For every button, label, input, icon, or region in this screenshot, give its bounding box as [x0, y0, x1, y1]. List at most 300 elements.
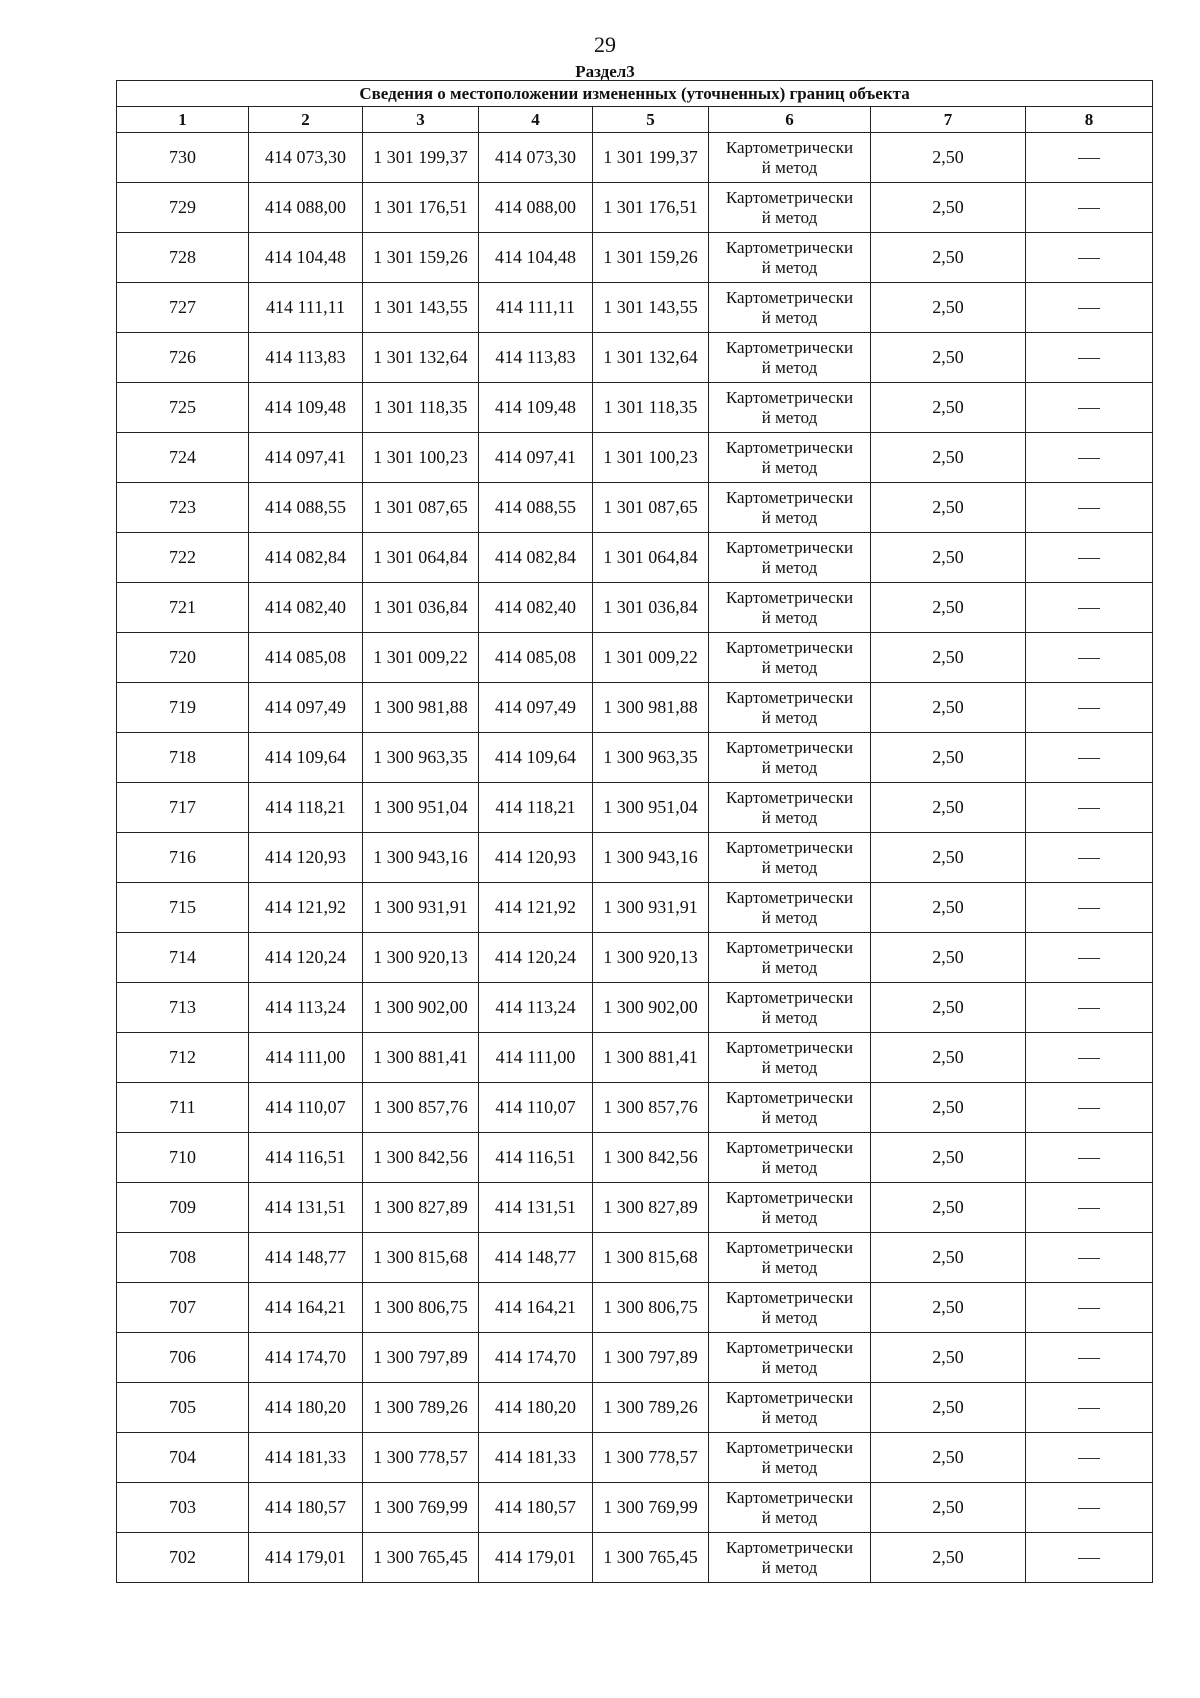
dash-mark: [1078, 858, 1100, 859]
method-line-1: Картометрически: [725, 387, 854, 407]
method-line-1: Картометрически: [725, 1437, 854, 1457]
y-new-cell: 1 300 797,89: [593, 1333, 709, 1383]
precision-cell: 2,50: [871, 1483, 1026, 1533]
point-number-cell: 711: [117, 1083, 249, 1133]
dash-mark: [1078, 358, 1100, 359]
table-row: [117, 933, 1153, 983]
dash-mark: [1078, 908, 1100, 909]
dash-mark: [1078, 958, 1100, 959]
dash-mark: [1078, 1258, 1100, 1259]
y-old-cell: 1 300 778,57: [363, 1433, 479, 1483]
method-line-1: Картометрически: [725, 887, 854, 907]
precision-cell: 2,50: [871, 783, 1026, 833]
method-line-2: й метод: [761, 657, 818, 677]
y-new-cell: 1 300 857,76: [593, 1083, 709, 1133]
dash-mark: [1078, 158, 1100, 159]
table-row: [117, 1483, 1153, 1533]
method-line-1: Картометрически: [725, 987, 854, 1007]
method-cell: [709, 633, 871, 683]
method-cell: [709, 333, 871, 383]
method-cell: [709, 1383, 871, 1433]
dash-mark: [1078, 1058, 1100, 1059]
y-new-cell: 1 300 963,35: [593, 733, 709, 783]
y-new-cell: 1 300 920,13: [593, 933, 709, 983]
empty-value-cell: [1026, 383, 1153, 433]
x-old-cell: 414 088,55: [249, 483, 363, 533]
table-row: [117, 833, 1153, 883]
y-old-cell: 1 300 881,41: [363, 1033, 479, 1083]
precision-cell: 2,50: [871, 1133, 1026, 1183]
table-row: [117, 1383, 1153, 1433]
x-old-cell: 414 120,24: [249, 933, 363, 983]
x-old-cell: 414 164,21: [249, 1283, 363, 1333]
x-new-cell: 414 148,77: [479, 1233, 593, 1283]
dash-mark: [1078, 1358, 1100, 1359]
point-number-cell: 722: [117, 533, 249, 583]
x-new-cell: 414 109,64: [479, 733, 593, 783]
method-line-2: й метод: [761, 207, 818, 227]
column-number: 5: [593, 107, 709, 133]
method-line-2: й метод: [761, 507, 818, 527]
table-row: [117, 133, 1153, 183]
table-caption: Сведения о местоположении измененных (уточненных) границ объекта: [117, 81, 1153, 107]
point-number-cell: 708: [117, 1233, 249, 1283]
y-new-cell: 1 300 981,88: [593, 683, 709, 733]
empty-value-cell: [1026, 1133, 1153, 1183]
method-line-1: Картометрически: [725, 1137, 854, 1157]
point-number-cell: 718: [117, 733, 249, 783]
point-number-cell: 730: [117, 133, 249, 183]
y-old-cell: 1 301 176,51: [363, 183, 479, 233]
precision-cell: 2,50: [871, 1083, 1026, 1133]
method-cell: [709, 1233, 871, 1283]
x-old-cell: 414 180,20: [249, 1383, 363, 1433]
method-line-1: Картометрически: [725, 1187, 854, 1207]
method-cell: [709, 133, 871, 183]
precision-cell: 2,50: [871, 433, 1026, 483]
x-old-cell: 414 121,92: [249, 883, 363, 933]
precision-cell: 2,50: [871, 183, 1026, 233]
method-line-1: Картометрически: [725, 1537, 854, 1557]
y-old-cell: 1 300 920,13: [363, 933, 479, 983]
empty-value-cell: [1026, 183, 1153, 233]
method-line-2: й метод: [761, 607, 818, 627]
precision-cell: 2,50: [871, 233, 1026, 283]
method-cell: [709, 1533, 871, 1583]
y-old-cell: 1 300 765,45: [363, 1533, 479, 1583]
method-line-2: й метод: [761, 557, 818, 577]
dash-mark: [1078, 758, 1100, 759]
y-new-cell: 1 300 902,00: [593, 983, 709, 1033]
y-old-cell: 1 300 806,75: [363, 1283, 479, 1333]
x-old-cell: 414 116,51: [249, 1133, 363, 1183]
x-new-cell: 414 082,40: [479, 583, 593, 633]
method-cell: [709, 1083, 871, 1133]
x-new-cell: 414 085,08: [479, 633, 593, 683]
precision-cell: 2,50: [871, 133, 1026, 183]
table-row: [117, 983, 1153, 1033]
empty-value-cell: [1026, 1483, 1153, 1533]
x-new-cell: 414 180,20: [479, 1383, 593, 1433]
method-cell: [709, 1483, 871, 1533]
x-old-cell: 414 174,70: [249, 1333, 363, 1383]
method-line-1: Картометрически: [725, 1287, 854, 1307]
precision-cell: 2,50: [871, 333, 1026, 383]
y-new-cell: 1 300 769,99: [593, 1483, 709, 1533]
dash-mark: [1078, 308, 1100, 309]
y-new-cell: 1 301 087,65: [593, 483, 709, 533]
dash-mark: [1078, 258, 1100, 259]
method-cell: [709, 1133, 871, 1183]
y-new-cell: 1 300 806,75: [593, 1283, 709, 1333]
method-line-2: й метод: [761, 357, 818, 377]
y-new-cell: 1 301 199,37: [593, 133, 709, 183]
method-line-2: й метод: [761, 1107, 818, 1127]
empty-value-cell: [1026, 1033, 1153, 1083]
method-cell: [709, 1283, 871, 1333]
method-cell: [709, 983, 871, 1033]
method-line-2: й метод: [761, 1457, 818, 1477]
point-number-cell: 725: [117, 383, 249, 433]
point-number-cell: 707: [117, 1283, 249, 1333]
empty-value-cell: [1026, 833, 1153, 883]
y-new-cell: 1 301 036,84: [593, 583, 709, 633]
point-number-cell: 713: [117, 983, 249, 1033]
dash-mark: [1078, 558, 1100, 559]
method-line-1: Картометрически: [725, 437, 854, 457]
point-number-cell: 709: [117, 1183, 249, 1233]
precision-cell: 2,50: [871, 833, 1026, 883]
x-old-cell: 414 120,93: [249, 833, 363, 883]
precision-cell: 2,50: [871, 633, 1026, 683]
x-new-cell: 414 088,00: [479, 183, 593, 233]
precision-cell: 2,50: [871, 733, 1026, 783]
y-old-cell: 1 300 931,91: [363, 883, 479, 933]
x-old-cell: 414 110,07: [249, 1083, 363, 1133]
method-line-1: Картометрически: [725, 1037, 854, 1057]
method-cell: [709, 533, 871, 583]
x-old-cell: 414 181,33: [249, 1433, 363, 1483]
x-new-cell: 414 104,48: [479, 233, 593, 283]
precision-cell: 2,50: [871, 583, 1026, 633]
method-line-2: й метод: [761, 157, 818, 177]
column-number: 6: [709, 107, 871, 133]
table-row: [117, 1333, 1153, 1383]
y-old-cell: 1 301 064,84: [363, 533, 479, 583]
precision-cell: 2,50: [871, 683, 1026, 733]
method-cell: [709, 933, 871, 983]
table-row: [117, 383, 1153, 433]
dash-mark: [1078, 808, 1100, 809]
method-line-1: Картометрически: [725, 1237, 854, 1257]
method-cell: [709, 383, 871, 433]
y-new-cell: 1 301 132,64: [593, 333, 709, 383]
precision-cell: 2,50: [871, 1033, 1026, 1083]
method-cell: [709, 1333, 871, 1383]
method-line-2: й метод: [761, 457, 818, 477]
table-row: [117, 333, 1153, 383]
dash-mark: [1078, 658, 1100, 659]
method-cell: [709, 683, 871, 733]
method-cell: [709, 433, 871, 483]
y-old-cell: 1 300 769,99: [363, 1483, 479, 1533]
column-number-row: [117, 107, 1153, 133]
method-line-1: Картометрически: [725, 1387, 854, 1407]
method-line-1: Картометрически: [725, 337, 854, 357]
point-number-cell: 704: [117, 1433, 249, 1483]
point-number-cell: 706: [117, 1333, 249, 1383]
x-new-cell: 414 097,41: [479, 433, 593, 483]
method-cell: [709, 1033, 871, 1083]
precision-cell: 2,50: [871, 1283, 1026, 1333]
x-new-cell: 414 181,33: [479, 1433, 593, 1483]
method-line-2: й метод: [761, 957, 818, 977]
x-new-cell: 414 113,24: [479, 983, 593, 1033]
section-title: Раздел3: [575, 62, 635, 81]
column-number: 8: [1026, 107, 1153, 133]
dash-mark: [1078, 1308, 1100, 1309]
table-row: [117, 883, 1153, 933]
x-old-cell: 414 097,49: [249, 683, 363, 733]
method-cell: [709, 833, 871, 883]
x-new-cell: 414 164,21: [479, 1283, 593, 1333]
method-cell: [709, 733, 871, 783]
empty-value-cell: [1026, 1433, 1153, 1483]
precision-cell: 2,50: [871, 983, 1026, 1033]
table-row: [117, 283, 1153, 333]
empty-value-cell: [1026, 1083, 1153, 1133]
point-number-cell: 719: [117, 683, 249, 733]
dash-mark: [1078, 1008, 1100, 1009]
point-number-cell: 720: [117, 633, 249, 683]
precision-cell: 2,50: [871, 1233, 1026, 1283]
empty-value-cell: [1026, 583, 1153, 633]
method-line-2: й метод: [761, 857, 818, 877]
point-number-cell: 721: [117, 583, 249, 633]
y-new-cell: 1 301 159,26: [593, 233, 709, 283]
x-new-cell: 414 121,92: [479, 883, 593, 933]
dash-mark: [1078, 1408, 1100, 1409]
method-line-1: Картометрически: [725, 637, 854, 657]
dash-mark: [1078, 708, 1100, 709]
y-new-cell: 1 301 118,35: [593, 383, 709, 433]
method-line-1: Картометрически: [725, 1087, 854, 1107]
column-number: 1: [117, 107, 249, 133]
method-line-1: Картометрически: [725, 1487, 854, 1507]
empty-value-cell: [1026, 683, 1153, 733]
empty-value-cell: [1026, 1333, 1153, 1383]
y-new-cell: 1 301 064,84: [593, 533, 709, 583]
precision-cell: 2,50: [871, 383, 1026, 433]
point-number-cell: 712: [117, 1033, 249, 1083]
point-number-cell: 715: [117, 883, 249, 933]
method-cell: [709, 583, 871, 633]
method-line-1: Картометрически: [725, 587, 854, 607]
y-new-cell: 1 300 789,26: [593, 1383, 709, 1433]
method-line-2: й метод: [761, 407, 818, 427]
x-new-cell: 414 120,24: [479, 933, 593, 983]
y-new-cell: 1 300 827,89: [593, 1183, 709, 1233]
empty-value-cell: [1026, 483, 1153, 533]
y-old-cell: 1 301 036,84: [363, 583, 479, 633]
column-number: 7: [871, 107, 1026, 133]
method-line-1: Картометрически: [725, 837, 854, 857]
table-row: [117, 1433, 1153, 1483]
y-old-cell: 1 300 951,04: [363, 783, 479, 833]
x-new-cell: 414 174,70: [479, 1333, 593, 1383]
x-old-cell: 414 148,77: [249, 1233, 363, 1283]
empty-value-cell: [1026, 1283, 1153, 1333]
point-number-cell: 729: [117, 183, 249, 233]
empty-value-cell: [1026, 233, 1153, 283]
table-row: [117, 633, 1153, 683]
table-row: [117, 183, 1153, 233]
column-number: 2: [249, 107, 363, 133]
point-number-cell: 702: [117, 1533, 249, 1583]
coordinates-table: [116, 80, 1153, 1583]
table-row: [117, 533, 1153, 583]
method-cell: [709, 283, 871, 333]
y-old-cell: 1 301 199,37: [363, 133, 479, 183]
dash-mark: [1078, 1458, 1100, 1459]
table-row: [117, 583, 1153, 633]
y-new-cell: 1 300 778,57: [593, 1433, 709, 1483]
y-new-cell: 1 300 881,41: [593, 1033, 709, 1083]
empty-value-cell: [1026, 883, 1153, 933]
point-number-cell: 726: [117, 333, 249, 383]
method-cell: [709, 183, 871, 233]
method-line-1: Картометрически: [725, 937, 854, 957]
x-old-cell: 414 073,30: [249, 133, 363, 183]
method-line-2: й метод: [761, 1507, 818, 1527]
x-new-cell: 414 110,07: [479, 1083, 593, 1133]
method-line-1: Картометрически: [725, 537, 854, 557]
y-new-cell: 1 300 943,16: [593, 833, 709, 883]
x-old-cell: 414 085,08: [249, 633, 363, 683]
table-row: [117, 1033, 1153, 1083]
point-number-cell: 705: [117, 1383, 249, 1433]
y-old-cell: 1 301 009,22: [363, 633, 479, 683]
precision-cell: 2,50: [871, 883, 1026, 933]
method-line-1: Картометрически: [725, 787, 854, 807]
method-line-2: й метод: [761, 1007, 818, 1027]
y-new-cell: 1 300 765,45: [593, 1533, 709, 1583]
y-old-cell: 1 300 943,16: [363, 833, 479, 883]
empty-value-cell: [1026, 733, 1153, 783]
method-line-1: Картометрически: [725, 487, 854, 507]
method-line-1: Картометрически: [725, 187, 854, 207]
precision-cell: 2,50: [871, 1533, 1026, 1583]
empty-value-cell: [1026, 333, 1153, 383]
empty-value-cell: [1026, 133, 1153, 183]
empty-value-cell: [1026, 633, 1153, 683]
x-new-cell: 414 111,00: [479, 1033, 593, 1083]
y-old-cell: 1 301 100,23: [363, 433, 479, 483]
table-body: [117, 133, 1153, 1583]
point-number-cell: 703: [117, 1483, 249, 1533]
y-old-cell: 1 301 087,65: [363, 483, 479, 533]
x-old-cell: 414 097,41: [249, 433, 363, 483]
y-new-cell: 1 301 100,23: [593, 433, 709, 483]
precision-cell: 2,50: [871, 483, 1026, 533]
x-old-cell: 414 179,01: [249, 1533, 363, 1583]
x-old-cell: 414 113,83: [249, 333, 363, 383]
x-old-cell: 414 131,51: [249, 1183, 363, 1233]
y-old-cell: 1 300 963,35: [363, 733, 479, 783]
x-new-cell: 414 180,57: [479, 1483, 593, 1533]
method-line-2: й метод: [761, 707, 818, 727]
method-line-2: й метод: [761, 1307, 818, 1327]
x-new-cell: 414 111,11: [479, 283, 593, 333]
method-line-2: й метод: [761, 257, 818, 277]
x-new-cell: 414 118,21: [479, 783, 593, 833]
empty-value-cell: [1026, 783, 1153, 833]
column-number: 4: [479, 107, 593, 133]
x-old-cell: 414 109,64: [249, 733, 363, 783]
y-old-cell: 1 301 159,26: [363, 233, 479, 283]
method-cell: [709, 483, 871, 533]
y-old-cell: 1 300 981,88: [363, 683, 479, 733]
x-new-cell: 414 179,01: [479, 1533, 593, 1583]
method-line-1: Картометрически: [725, 737, 854, 757]
dash-mark: [1078, 508, 1100, 509]
precision-cell: 2,50: [871, 1333, 1026, 1383]
point-number-cell: 728: [117, 233, 249, 283]
empty-value-cell: [1026, 433, 1153, 483]
empty-value-cell: [1026, 1183, 1153, 1233]
dash-mark: [1078, 1108, 1100, 1109]
x-new-cell: 414 120,93: [479, 833, 593, 883]
x-old-cell: 414 111,11: [249, 283, 363, 333]
method-line-2: й метод: [761, 1407, 818, 1427]
x-new-cell: 414 073,30: [479, 133, 593, 183]
y-old-cell: 1 300 827,89: [363, 1183, 479, 1233]
y-new-cell: 1 300 951,04: [593, 783, 709, 833]
table-row: [117, 1283, 1153, 1333]
point-number-cell: 716: [117, 833, 249, 883]
x-old-cell: 414 180,57: [249, 1483, 363, 1533]
x-old-cell: 414 118,21: [249, 783, 363, 833]
x-new-cell: 414 088,55: [479, 483, 593, 533]
method-line-2: й метод: [761, 1557, 818, 1577]
precision-cell: 2,50: [871, 1383, 1026, 1433]
column-number: 3: [363, 107, 479, 133]
point-number-cell: 714: [117, 933, 249, 983]
y-old-cell: 1 300 815,68: [363, 1233, 479, 1283]
point-number-cell: 717: [117, 783, 249, 833]
empty-value-cell: [1026, 1233, 1153, 1283]
table-row: [117, 1533, 1153, 1583]
table-row: [117, 1233, 1153, 1283]
y-old-cell: 1 300 902,00: [363, 983, 479, 1033]
y-old-cell: 1 300 842,56: [363, 1133, 479, 1183]
dash-mark: [1078, 1558, 1100, 1559]
y-old-cell: 1 301 143,55: [363, 283, 479, 333]
x-new-cell: 414 109,48: [479, 383, 593, 433]
x-new-cell: 414 113,83: [479, 333, 593, 383]
y-new-cell: 1 300 815,68: [593, 1233, 709, 1283]
precision-cell: 2,50: [871, 1183, 1026, 1233]
dash-mark: [1078, 208, 1100, 209]
dash-mark: [1078, 1158, 1100, 1159]
method-line-1: Картометрически: [725, 287, 854, 307]
method-line-1: Картометрически: [725, 687, 854, 707]
method-line-1: Картометрически: [725, 1337, 854, 1357]
table-row: [117, 1183, 1153, 1233]
dash-mark: [1078, 458, 1100, 459]
method-line-2: й метод: [761, 1257, 818, 1277]
method-line-2: й метод: [761, 307, 818, 327]
